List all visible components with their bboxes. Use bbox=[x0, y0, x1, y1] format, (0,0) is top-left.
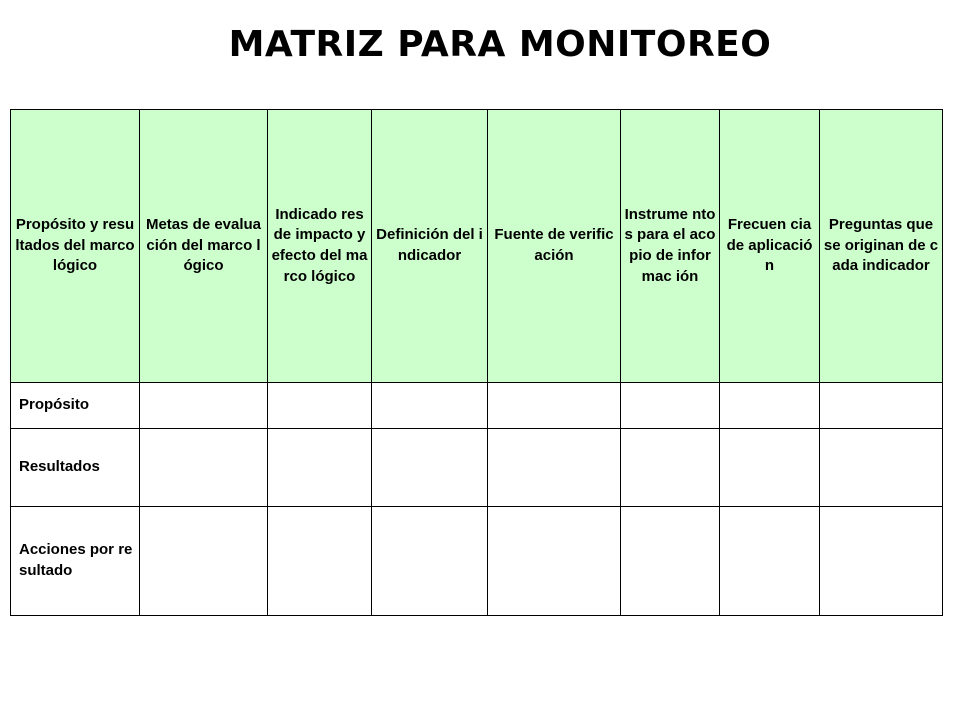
table-cell bbox=[720, 429, 820, 507]
column-header-proposito-resultados: Propósito y resultados del marco lógico bbox=[11, 110, 140, 383]
table-cell bbox=[140, 507, 268, 616]
page-title: MATRIZ PARA MONITOREO bbox=[228, 24, 772, 65]
table-cell bbox=[488, 507, 621, 616]
row-label-acciones: Acciones por resultado bbox=[11, 507, 140, 616]
table-cell bbox=[268, 383, 372, 429]
table-cell bbox=[820, 383, 943, 429]
column-header-frecuencia: Frecuen cia de aplicació n bbox=[720, 110, 820, 383]
table-cell bbox=[720, 507, 820, 616]
table-cell bbox=[820, 507, 943, 616]
table-cell bbox=[372, 507, 488, 616]
column-header-preguntas: Preguntas que se originan de cada indicador bbox=[820, 110, 943, 383]
monitoring-matrix-table bbox=[10, 109, 943, 616]
column-header-metas-evaluacion: Metas de evaluación del marco lógico bbox=[140, 110, 268, 383]
table-cell bbox=[488, 429, 621, 507]
table-cell bbox=[268, 507, 372, 616]
table-cell bbox=[820, 429, 943, 507]
table-cell bbox=[268, 429, 372, 507]
table-row bbox=[11, 507, 943, 616]
table-cell bbox=[372, 383, 488, 429]
column-header-definicion-indicador: Definición del indicador bbox=[372, 110, 488, 383]
table-row bbox=[11, 429, 943, 507]
table-row bbox=[11, 383, 943, 429]
table-cell bbox=[621, 383, 720, 429]
table-header-row bbox=[11, 110, 943, 383]
table-cell bbox=[140, 429, 268, 507]
row-label-resultados: Resultados bbox=[11, 429, 140, 507]
column-header-indicadores: Indicado res de impacto y efecto del marco lógico bbox=[268, 110, 372, 383]
row-label-proposito: Propósito bbox=[11, 383, 140, 429]
table-cell bbox=[621, 507, 720, 616]
table-cell bbox=[372, 429, 488, 507]
table-cell bbox=[720, 383, 820, 429]
table-cell bbox=[140, 383, 268, 429]
column-header-fuente-verificacion: Fuente de verificación bbox=[488, 110, 621, 383]
table-cell bbox=[621, 429, 720, 507]
column-header-instrumentos: Instrume ntos para el acopio de informac ión bbox=[621, 110, 720, 383]
table-cell bbox=[488, 383, 621, 429]
